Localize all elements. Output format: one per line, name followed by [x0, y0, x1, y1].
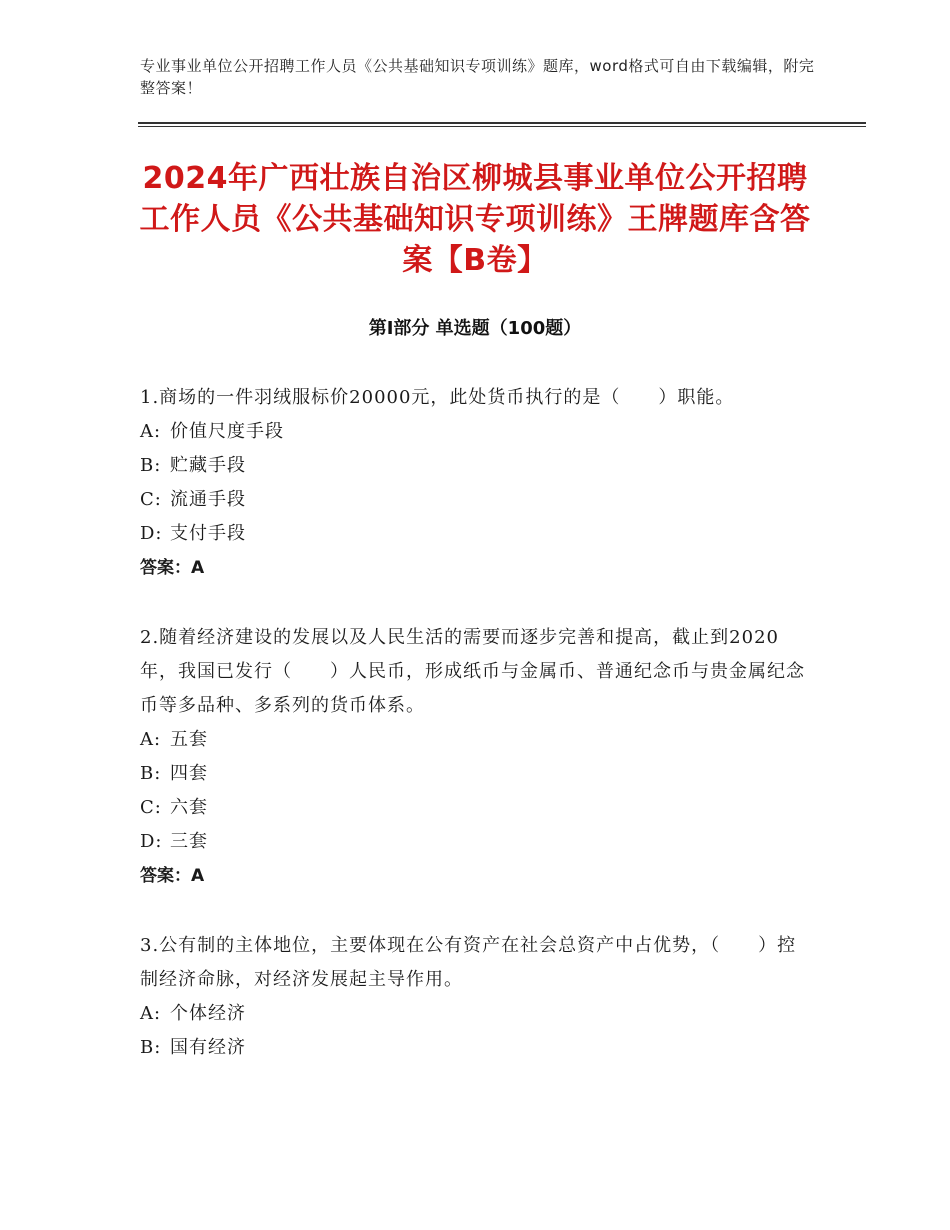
option-text: 五套: [170, 729, 208, 750]
question-text: 2.随着经济建设的发展以及人民生活的需要而逐步完善和提高，截止到2020年，我国已发行（ ）人民币，形成纸币与金属币、普通纪念币与贵金属纪念币等多品种、多系列的货币体系。: [140, 627, 805, 716]
option-text: 贮藏手段: [170, 455, 246, 476]
option-text: 六套: [170, 797, 208, 818]
question-3: [140, 929, 810, 1065]
option-letter: A:: [140, 1003, 162, 1024]
option-letter: C:: [140, 797, 162, 818]
option-letter: A:: [140, 729, 162, 750]
option-letter: D:: [140, 831, 163, 852]
header-note: 专业事业单位公开招聘工作人员《公共基础知识专项训练》题库，word格式可自由下载编辑，附完整答案！: [140, 57, 815, 97]
option-text: 国有经济: [170, 1037, 246, 1058]
option-b: [140, 449, 810, 483]
option-d: [140, 517, 810, 551]
header-divider-thin: [138, 126, 866, 127]
option-c: [140, 483, 810, 517]
option-letter: C:: [140, 489, 162, 510]
option-letter: A:: [140, 421, 162, 442]
header-divider: [138, 122, 866, 124]
option-text: 价值尺度手段: [170, 421, 284, 442]
option-c: [140, 791, 810, 825]
answer: 答案：A: [140, 866, 205, 886]
option-text: 个体经济: [170, 1003, 246, 1024]
question-list: [140, 381, 810, 1101]
question-2: [140, 621, 810, 893]
section-title: 第Ⅰ部分 单选题（100题）: [368, 318, 582, 339]
option-a: [140, 723, 810, 757]
option-letter: B:: [140, 455, 162, 476]
option-letter: B:: [140, 1037, 162, 1058]
option-letter: D:: [140, 523, 163, 544]
document-title: 2024年广西壮族自治区柳城县事业单位公开招聘工作人员《公共基础知识专项训练》王牌题库含答案【B卷】: [139, 161, 811, 278]
option-b: [140, 757, 810, 791]
option-text: 支付手段: [170, 523, 246, 544]
option-d: [140, 825, 810, 859]
option-a: [140, 415, 810, 449]
option-b: [140, 1031, 810, 1065]
answer: 答案：A: [140, 558, 205, 578]
question-text: 3.公有制的主体地位，主要体现在公有资产在社会总资产中占优势，（ ）控制经济命脉，对经济发展起主导作用。: [140, 935, 797, 990]
option-a: [140, 997, 810, 1031]
option-text: 三套: [170, 831, 208, 852]
question-1: [140, 381, 810, 585]
question-text: 1.商场的一件羽绒服标价20000元，此处货币执行的是（ ）职能。: [140, 387, 735, 408]
option-text: 四套: [170, 763, 208, 784]
option-text: 流通手段: [170, 489, 246, 510]
option-letter: B:: [140, 763, 162, 784]
